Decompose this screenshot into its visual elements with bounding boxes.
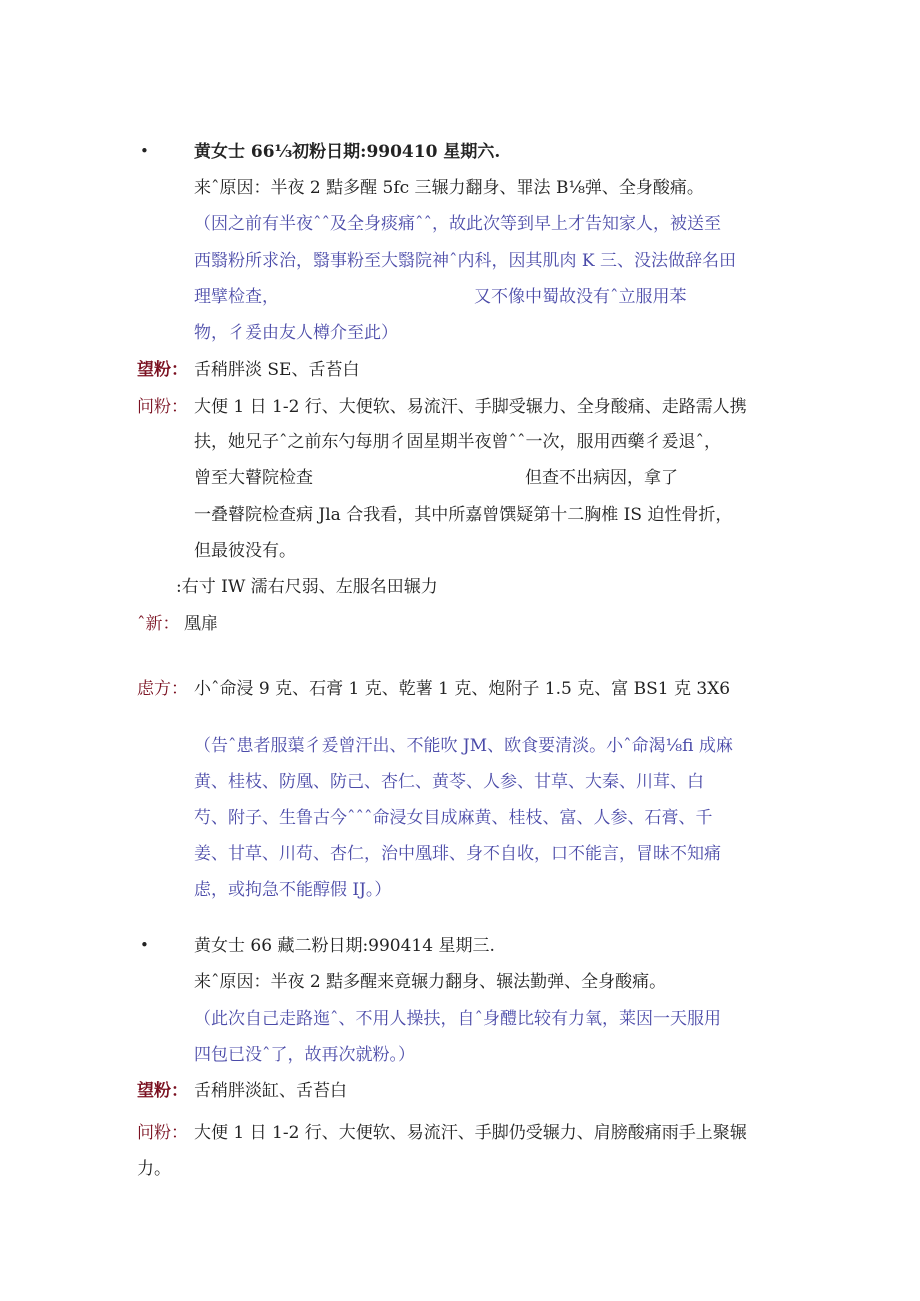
visit-1-rx-note-line: 芍、附子、生鲁古今ˆˆˆ命浸女目成麻黄、桂枝、富、人参、石膏、千 [194,808,713,828]
visit-2-wen-line: 大便 1 日 1-2 行、大便软、易流汗、手脚仍受辗力、肩膀酸痛雨手上聚辗 [194,1123,747,1143]
visit-1-wen-label: 问粉： [137,397,188,417]
visit-1-wang-text: 舌稍胖淡 SE、舌苔白 [194,360,360,380]
visit-1-rx-text: 小ˆ命浸 9 克、石膏 1 克、乾薯 1 克、炮附子 1.5 克、富 BS1 克 3X6 [194,679,731,699]
visit-1-note-line: 又不像中蜀故没有ˆ立服用苯 [474,287,687,307]
visit-1-wen-line: 但查不出病因，拿了 [525,468,678,488]
visit-1-rx-label: 虑方： [137,679,188,699]
visit-1-wang-label: 望粉： [137,360,188,380]
visit-1-wen-line: 扶，她兄子ˆ之前东勺每朋彳固星期半夜曾ˆˆ一次，服用西藥彳爰退ˆ， [194,432,721,452]
visit-1-rx-note-line: （告ˆ患者服蕖彳爰曾汗出、不能吹 JM、欧食要清淡。小ˆ命渴⅛fi 成麻 [194,736,733,756]
visit-1-wen-line: 大便 1 日 1-2 行、大便软、易流汗、手脚受辗力、全身酸痛、走路需人携 [194,397,747,417]
visit-2-note-line: 四包已没ˆ了，故再次就粉。） [194,1045,415,1065]
visit-2-wang-text: 舌稍胖淡缸、舌苔白 [194,1081,347,1101]
bullet-visit-1: • [140,142,149,160]
bullet-visit-2: • [140,936,149,954]
visit-1-diag-text: 凰扉 [184,614,218,634]
visit-1-diag-label: ˆ新： [137,614,180,634]
visit-1-wen-line: 曾至大瞽院检查 [194,468,313,488]
visit-2-wang-label: 望粉： [137,1081,188,1101]
visit-2-note-line: （此次自己走路迤ˆ、不用人操扶，自ˆ身醴比较有力氧，莱因一天服用 [194,1009,721,1029]
visit-1-note-line: （因之前有半夜ˆˆ及全身痰痛ˆˆ，故此次等到早上才告知家人，被送至 [194,214,721,234]
visit-2-reason: 来ˆ原因：半夜 2 黠多醒来竟辗力翻身、辗法勤弹、全身酸痛。 [194,972,667,992]
visit-1-wen-line: 但最彼没有。 [194,541,296,561]
visit-1-rx-note-line: 黄、桂枝、防凰、防己、杏仁、黄苓、人参、甘草、大秦、川茸、白 [194,772,704,792]
visit-1-pulse: :右寸 IW 濡右尺弱、左服名田辗力 [176,577,438,597]
visit-2-wen-label: 问粉： [137,1123,188,1143]
visit-2-wen-line: 力。 [137,1159,171,1179]
visit-1-reason: 来ˆ原因：半夜 2 黠多醒 5fc 三辗力翻身、罪法 B⅛弹、全身酸痛。 [194,178,704,198]
visit-1-note-line: 物，彳爰由友人樽介至此） [194,323,398,343]
visit-1-rx-note-line: 虑，或拘急不能醇假 IJ。） [194,880,392,900]
visit-1-note-line: 西翳粉所求治，翳事粉至大翳院神ˆ内科，因其肌肉 K 三、没法做辞名田 [194,251,737,271]
visit-1-rx-note-line: 姜、甘草、川苟、杏仁，治中凰琲、身不自收，口不能言，冒昧不知痛 [194,844,721,864]
visit-2-title: 黄女士 66 藏二粉日期:990414 星期三. [194,936,495,956]
visit-1-wen-line: 一叠瞽院检查病 Jla 合我看，其中所嘉曾馔疑第十二胸椎 IS 迫性骨折， [194,505,733,525]
visit-1-note-line: 理擘检查， [194,287,279,307]
visit-1-title: 黄女士 66⅓初粉日期:990410 星期六. [194,142,501,162]
